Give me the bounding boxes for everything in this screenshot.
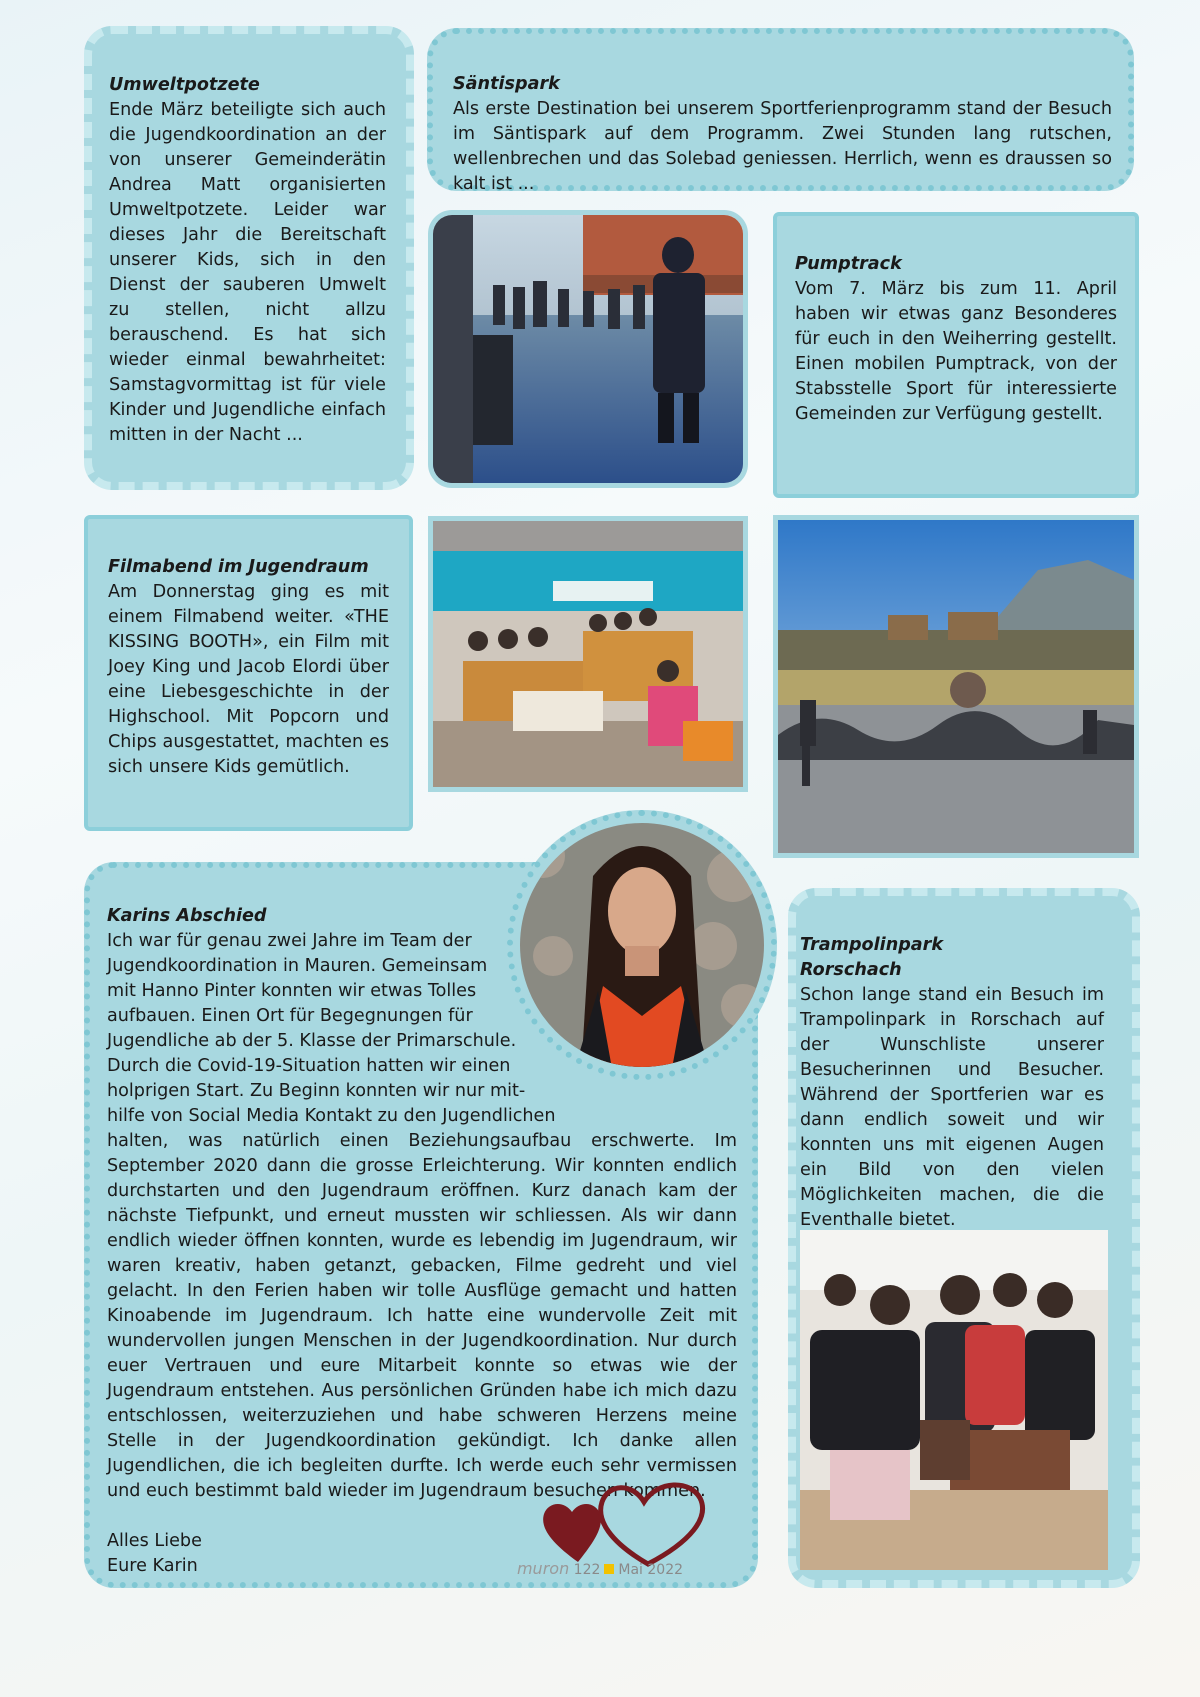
issue-date: Mai 2022 bbox=[618, 1562, 684, 1578]
karin-portrait-photo bbox=[507, 810, 777, 1080]
signature-greeting: Alles Liebe bbox=[107, 1531, 202, 1551]
pumptrack-title: Pumptrack bbox=[795, 254, 902, 274]
saentispark-text: Als erste Destination bei unserem Sportferienprogramm stand der Besuch im Säntispark auf dem Programm. Zwei Stunden lang rutschen, wellenbrechen und das Solebad geniessen. Herrlich, wenn es draussen so kalt ist ... bbox=[453, 99, 1112, 194]
karin-line: aufbauen. Einen Ort für Begegnungen für bbox=[107, 1006, 473, 1026]
saentispark-box bbox=[427, 28, 1134, 194]
karin-line: Jugendkoordination in Mauren. Gemeinsam bbox=[107, 956, 488, 976]
trampolinpark-title: Trampolinpark bbox=[800, 935, 944, 955]
karin-line: Jugendliche ab der 5. Klasse der Primarschule. bbox=[107, 1031, 517, 1051]
karin-line: mit Hanno Pinter konnten wir etwas Tolles bbox=[107, 981, 477, 1001]
issue-number: 122 bbox=[573, 1562, 601, 1578]
square-icon bbox=[604, 1564, 614, 1574]
trampolinpark-box bbox=[788, 888, 1140, 1588]
filmabend-box bbox=[84, 515, 413, 831]
youth-room-photo bbox=[428, 516, 748, 792]
saentispark-title: Säntispark bbox=[453, 74, 560, 94]
pumptrack-box bbox=[773, 212, 1139, 498]
group-hall-photo bbox=[428, 210, 748, 488]
pumptrack-text: Vom 7. März bis zum 11. April haben wir etwas ganz Besonderes für euch in den Weiherring gestellt. Einen mobilen Pumptrack, von der Stabsstelle Sport für interessierte Gemeinden zur Verfügung gestellt. bbox=[795, 279, 1117, 424]
pumptrack-photo bbox=[773, 515, 1139, 858]
magazine-brand: muron bbox=[516, 1559, 570, 1578]
umweltpotzete-title: Umweltpotzete bbox=[109, 75, 260, 95]
page-footer bbox=[0, 1559, 1200, 1578]
karin-line: holprigen Start. Zu Beginn konnten wir nur mit- bbox=[107, 1081, 526, 1101]
trampolinpark-title-2: Rorschach bbox=[800, 960, 902, 980]
filmabend-text: Am Donnerstag ging es mit einem Filmabend weiter. «THE KISSING BOOTH», ein Film mit Joey King und Jacob Elordi über eine Liebesgeschichte in der Highschool. Mit Popcorn und Chips ausgestattet, machten es sich unsere Kids gemütlich. bbox=[108, 582, 389, 777]
umweltpotzete-box bbox=[84, 26, 414, 490]
karin-line: Ich war für genau zwei Jahre im Team der bbox=[107, 931, 472, 951]
trampolinpark-photo bbox=[800, 1230, 1108, 1570]
karin-line: Durch die Covid-19-Situation hatten wir einen bbox=[107, 1056, 511, 1076]
karin-line: hilfe von Social Media Kontakt zu den Jugendlichen bbox=[107, 1106, 556, 1126]
trampolinpark-text: Schon lange stand ein Besuch im Trampolinpark in Rorschach auf der Wunschliste unserer Besucherinnen und Besucher. Während der Sportferien war es dann endlich soweit und wir konnten uns mit eigenen Augen ein Bild von den vielen Möglichkeiten machen, die die Eventhalle bietet. bbox=[800, 985, 1104, 1230]
karins-abschied-title: Karins Abschied bbox=[107, 906, 267, 926]
filmabend-title: Filmabend im Jugendraum bbox=[108, 557, 369, 577]
karins-abschied-text: halten, was natürlich einen Beziehungsaufbau erschwerte. Im September 2020 dann die grosse Erleichterung. Wir konnten endlich durchstarten und den Jugendraum eröffnen. Kurz danach kam der nächste Tiefpunkt, und erneut mussten wir schliessen. Als wir dann endlich wieder öffnen konnten, wurde es lebendig im Jugendraum, wir waren kreativ, haben getanzt, gebacken, Filme gedreht und viel gelacht. In den Ferien haben wir tolle Ausflüge gemacht und hatten Kinoabende im Jugendraum. Ich hatte eine wundervolle Zeit mit wundervollen jungen Menschen in der Jugendkoordination. Nur durch euer Vertrauen und eure Mitarbeit konnte so etwas wie der Jugendraum entstehen. Aus persönlichen Gründen habe ich mich dazu entschlossen, weiterzuziehen und habe schweren Herzens meine Stelle in der Jugendkoordination gekündigt. Ich danke allen Jugendlichen, die ich begleiten durfte. Ich werde euch sehr vermissen und euch bestimmt bald wieder im Jugendraum besuchen kommen. bbox=[107, 1131, 737, 1501]
umweltpotzete-text: Ende März beteiligte sich auch die Jugendkoordination an der von unserer Gemeinderätin Andrea Matt organisierten Umweltpotzete. Leider war dieses Jahr die Bereitschaft unserer Kids, sich in den Dienst der sauberen Umwelt zu stellen, nicht allzu berauschend. Es hat sich wieder einmal bewahrheitet: Samstagvormittag ist für viele Kinder und Jugendliche einfach mitten in der Nacht ... bbox=[109, 100, 386, 445]
signature-name: Eure Karin bbox=[107, 1556, 198, 1576]
hearts-icon bbox=[540, 1472, 720, 1572]
